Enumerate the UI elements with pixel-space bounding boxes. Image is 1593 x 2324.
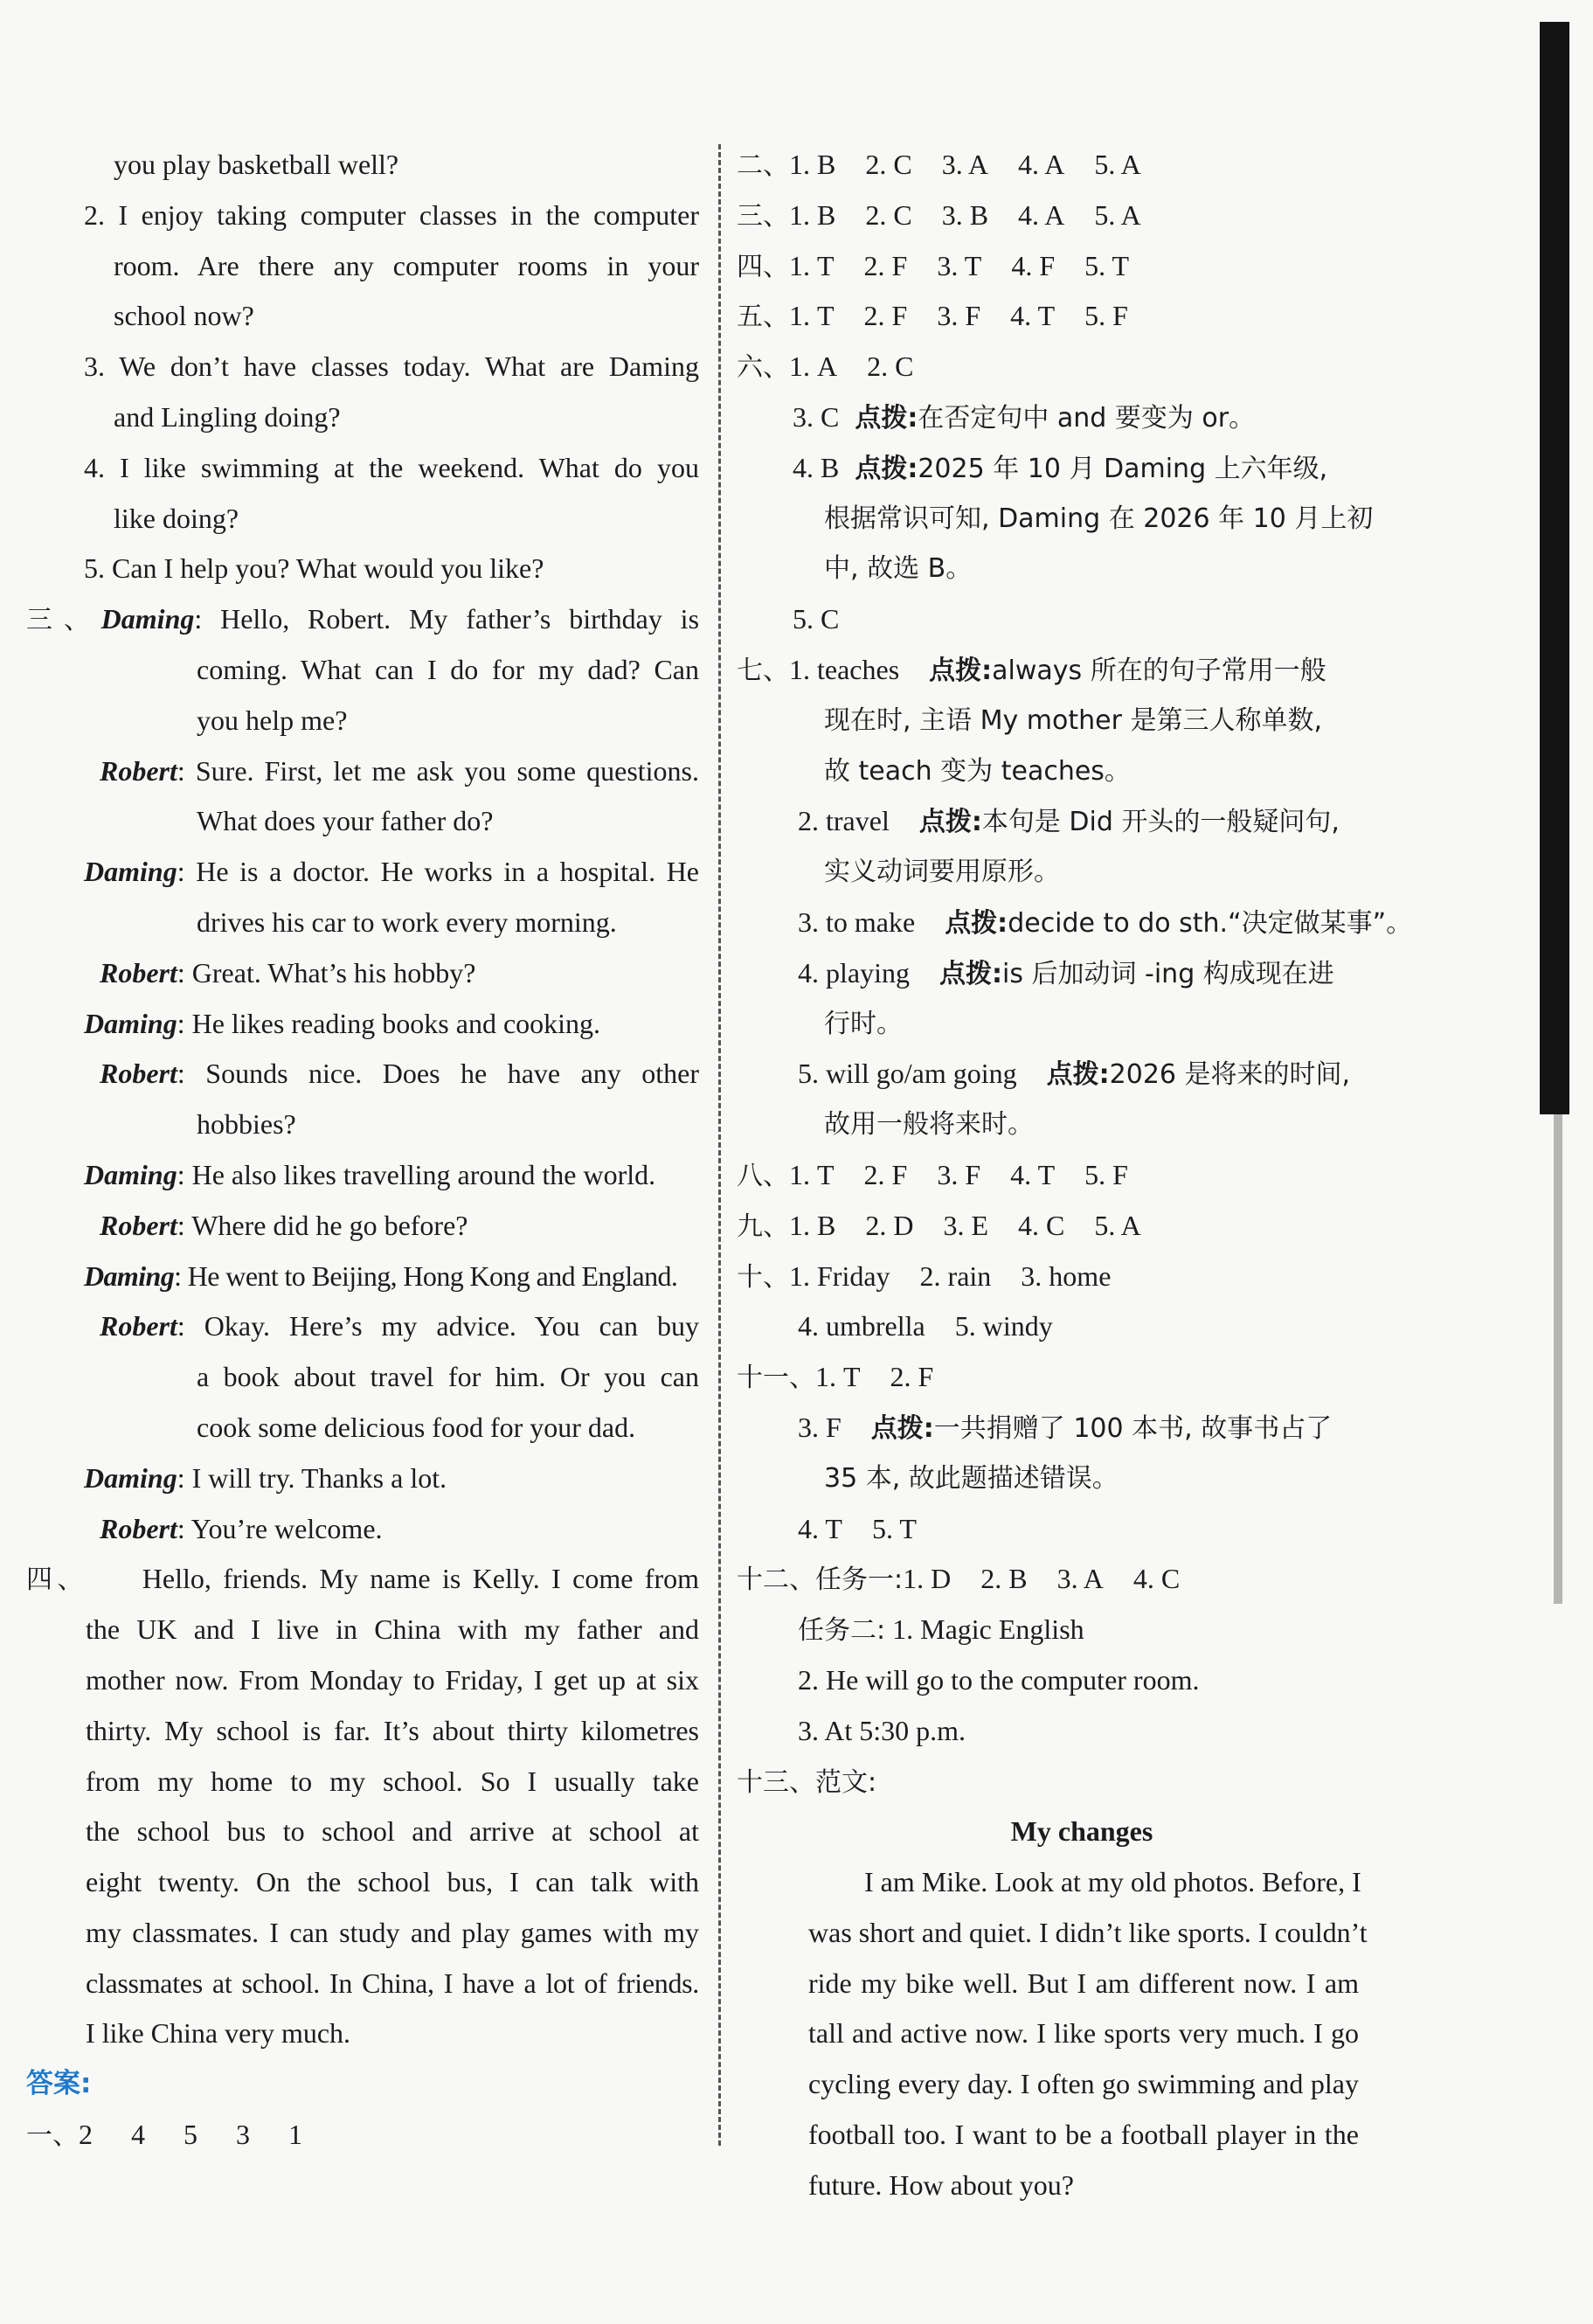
- section-marker: 七、: [737, 655, 789, 686]
- answer-row: [737, 241, 1427, 292]
- essay-line: cycling every day. I often go swimming and play: [808, 2068, 1359, 2100]
- answer-item: 4. B: [793, 451, 840, 483]
- answer-row: [737, 191, 1427, 241]
- answer-row: [737, 1150, 1427, 1201]
- section-marker: 六、: [737, 352, 789, 384]
- section-marker: 十三、: [737, 1766, 815, 1798]
- dialogue-line: coming. What can I do for my dad? Can: [197, 653, 699, 685]
- speaker-name: Robert: [100, 1209, 177, 1241]
- left-column: [26, 140, 699, 2161]
- speaker-name: Daming: [100, 603, 195, 635]
- answer-item: 5. T: [1084, 249, 1130, 281]
- answer-row: [737, 1352, 1427, 1403]
- tip-label: 点拨:: [929, 655, 993, 686]
- passage-line: the school bus to school and arrive at school at: [86, 1815, 699, 1848]
- answer-item: 3. F: [798, 1411, 842, 1443]
- speaker-name: Daming: [84, 856, 177, 888]
- answer-item: 5. will go/am going: [798, 1058, 1017, 1090]
- answer-item: 1. T: [789, 249, 835, 281]
- passage-text: Hello, friends. My name is Kelly. I come from: [142, 1563, 700, 1595]
- tip-label: 点拨:: [918, 807, 982, 838]
- tip-text: 行时。: [824, 1008, 903, 1039]
- answer-item: 5. windy: [954, 1310, 1053, 1342]
- answer-item: 2. D: [865, 1209, 914, 1241]
- answer-item: 4. T: [1010, 1158, 1056, 1190]
- answer-row: [737, 392, 1427, 443]
- tip-text: 根据常识可知, Daming 在 2026 年 10 月上初: [824, 503, 1374, 534]
- section-marker: 一、: [26, 2120, 79, 2152]
- dialogue-line: What does your father do?: [197, 805, 494, 837]
- answer-item: 2. F: [890, 1361, 934, 1393]
- answer-item: 4. F: [1011, 249, 1056, 281]
- answer-item: 1. T: [815, 1361, 861, 1393]
- tip-text: 在否定句中 and 要变为 or。: [918, 402, 1256, 434]
- answer-item: 3. T: [937, 249, 982, 281]
- answer-item: 3. At 5:30 p.m.: [798, 1714, 966, 1746]
- column-divider: [718, 144, 721, 2146]
- tip-text: 故 teach 变为 teaches。: [824, 755, 1131, 787]
- answer-text: 2 4 5 3 1: [79, 2119, 302, 2151]
- answer-item: 2. travel: [798, 805, 890, 837]
- answer-item: 2. He will go to the computer room.: [798, 1663, 1200, 1696]
- answer-item: 3. home: [1021, 1259, 1112, 1292]
- answer-item: 5. F: [1084, 300, 1128, 332]
- answer-item: 5. A: [1094, 198, 1141, 231]
- tip-label: 点拨:: [855, 453, 918, 484]
- answer-item: 4. C: [1018, 1209, 1065, 1241]
- essay-title: My changes: [1010, 1815, 1153, 1848]
- answer-item: 2. C: [867, 350, 914, 383]
- text-line: like doing?: [114, 502, 239, 534]
- answer-line: [26, 2110, 699, 2161]
- answer-item: 4. A: [1018, 149, 1065, 180]
- answer-row: [737, 342, 1427, 392]
- passage-line: I like China very much.: [86, 2017, 351, 2050]
- dialogue-text: I will try. Thanks a lot.: [191, 1461, 447, 1494]
- answer-row: [737, 645, 1427, 696]
- text-line: and Lingling doing?: [114, 400, 341, 433]
- essay-label: 范文:: [815, 1766, 877, 1798]
- tip-label: 点拨:: [945, 907, 1008, 939]
- dialogue-line: Robert: Sounds nice. Does he have any other: [100, 1058, 700, 1090]
- text-line: you play basketball well?: [114, 149, 399, 180]
- tip-text: 故用一般将来时。: [824, 1109, 1034, 1141]
- text-line: school now?: [114, 300, 254, 332]
- answer-item: 1. A: [789, 350, 838, 383]
- dialogue-line: Robert: Where did he go before?: [100, 1209, 468, 1241]
- answer-item: 2. F: [863, 1158, 908, 1190]
- section-marker: 五、: [737, 302, 789, 333]
- section-marker: 十一、: [737, 1363, 815, 1394]
- answer-row: [737, 443, 1427, 494]
- answer-item: 4. T: [798, 1512, 842, 1544]
- answer-item: 2. F: [863, 300, 908, 332]
- answer-row: [737, 1301, 1427, 1352]
- answer-row: [737, 1049, 1427, 1100]
- dialogue-text: Sure. First, let me ask you some questions.: [195, 754, 700, 787]
- section-marker: 二、: [737, 150, 789, 181]
- dialogue-line: you help me?: [197, 704, 348, 736]
- answer-item: 1. B: [789, 1209, 836, 1241]
- passage-line: eight twenty. On the school bus, I can talk with: [86, 1866, 699, 1898]
- text-line: 2. I enjoy taking computer classes in the computer: [84, 198, 699, 231]
- answer-item: 3. to make: [798, 905, 916, 938]
- answer-item: 3. E: [943, 1209, 988, 1241]
- answer-row: [737, 1403, 1427, 1453]
- section-marker: 八、: [737, 1160, 789, 1191]
- tip-text: 2025 年 10 月 Daming 上六年级,: [918, 453, 1328, 484]
- section-marker: 十、: [737, 1261, 789, 1293]
- answer-item: 2. rain: [919, 1259, 992, 1292]
- answer-row: [737, 796, 1427, 847]
- answer-item: 4. playing: [798, 956, 910, 989]
- dialogue-text: You’re welcome.: [190, 1512, 383, 1544]
- dialogue-line: Daming: He went to Beijing, Hong Kong and England.: [84, 1259, 678, 1292]
- passage-line: from my home to my school. So I usually take: [86, 1765, 699, 1797]
- speaker-name: Daming: [84, 1259, 175, 1292]
- speaker-name: Robert: [100, 1310, 177, 1342]
- dialogue-line: cook some delicious food for your dad.: [197, 1411, 636, 1443]
- answer-item: 5. C: [793, 603, 840, 635]
- tip-label: 点拨:: [1046, 1059, 1110, 1091]
- dialogue-line: a book about travel for him. Or you can: [197, 1361, 699, 1393]
- answer-row: [737, 1201, 1427, 1252]
- answer-item: 1. B: [789, 149, 836, 180]
- dialogue-text: Okay. Here’s my advice. You can buy: [204, 1310, 700, 1342]
- tip-text: 中, 故选 B。: [824, 553, 973, 585]
- answer-item: 4. T: [1010, 300, 1056, 332]
- passage-line: the UK and I live in China with my father and: [86, 1613, 699, 1646]
- answer-item: 2. C: [865, 149, 912, 180]
- answers-heading: 答案:: [26, 2068, 92, 2100]
- tip-text: 现在时, 主语 My mother 是第三人称单数,: [824, 704, 1322, 736]
- answer-item: 2. F: [863, 249, 908, 281]
- answer-row: [737, 291, 1427, 342]
- dialogue-line: Robert: Okay. Here’s my advice. You can buy: [100, 1310, 700, 1342]
- dialogue-line: Daming: He likes reading books and cooking.: [84, 1007, 601, 1039]
- dialogue-text: He went to Beijing, Hong Kong and England.: [187, 1259, 678, 1292]
- section-marker: 四、: [737, 251, 789, 282]
- essay-line: ride my bike well. But I am different now. I am: [808, 1967, 1359, 1999]
- essay-line: tall and active now. I like sports very much. I go: [808, 2017, 1359, 2050]
- dialogue-line: Daming: He is a doctor. He works in a hospital. He: [84, 856, 700, 888]
- answer-row: [737, 1554, 1427, 1605]
- section-marker: 四、: [26, 1564, 88, 1596]
- essay-line: was short and quiet. I didn’t like sports. I couldn’t: [808, 1916, 1368, 1948]
- answer-item: 1. teaches: [789, 653, 900, 685]
- speaker-name: Daming: [84, 1007, 177, 1039]
- speaker-name: Robert: [100, 1512, 177, 1544]
- essay-line: future. How about you?: [808, 2168, 1074, 2201]
- dialogue-text: Where did he go before?: [191, 1209, 468, 1241]
- answer-row: [737, 1504, 1427, 1555]
- dialogue-line: hobbies?: [197, 1108, 296, 1141]
- answer-item: 3. F: [937, 1158, 981, 1190]
- answer-item: 1. D: [903, 1563, 952, 1595]
- dialogue-text: Hello, Robert. My father’s birthday is: [220, 603, 700, 635]
- text-line: room. Are there any computer rooms in your: [114, 249, 699, 281]
- passage-line: thirty. My school is far. It’s about thirty kilometres: [86, 1714, 699, 1746]
- dialogue-line: 三、Daming: Hello, Robert. My father’s birthday is: [26, 603, 700, 636]
- answer-item: 2. B: [980, 1563, 1028, 1595]
- answer-item: 3. A: [1056, 1563, 1104, 1595]
- answer-item: 1. Friday: [789, 1259, 890, 1292]
- speaker-name: Daming: [84, 1461, 177, 1494]
- dialogue-text: He is a doctor. He works in a hospital. He: [196, 856, 700, 888]
- answer-item: 1. Magic English: [892, 1613, 1084, 1646]
- answer-item: 1. T: [789, 1158, 835, 1190]
- answer-item: 4. C: [1132, 1563, 1181, 1595]
- answer-item: 2. C: [865, 198, 912, 231]
- answer-item: 3. F: [937, 300, 981, 332]
- section-marker: 九、: [737, 1211, 789, 1242]
- speaker-name: Robert: [100, 1058, 177, 1090]
- answer-row: [737, 948, 1427, 999]
- tip-label: 点拨:: [870, 1412, 934, 1444]
- dialogue-text: Great. What’s his hobby?: [191, 956, 476, 989]
- task-label: 任务一:: [815, 1564, 904, 1596]
- answer-item: 3. B: [941, 198, 989, 231]
- section-marker: 三、: [737, 200, 789, 232]
- answer-row: [737, 1605, 1427, 1655]
- essay-line: I am Mike. Look at my old photos. Before, I: [864, 1866, 1361, 1898]
- tip-text: always 所在的句子常用一般: [992, 655, 1326, 686]
- speaker-name: Daming: [84, 1158, 177, 1190]
- tip-text: decide to do sth.“决定做某事”。: [1008, 907, 1413, 939]
- passage-line: classmates at school. In China, I have a lot of friends.: [86, 1967, 699, 1999]
- section-marker: 三、: [26, 605, 101, 636]
- answer-item: 3. A: [941, 149, 989, 180]
- answer-item: 5. A: [1094, 149, 1141, 180]
- tip-label: 点拨:: [855, 402, 918, 434]
- answer-row: [737, 140, 1427, 191]
- text-line: 4. I like swimming at the weekend. What do you: [84, 451, 699, 483]
- speaker-name: Robert: [100, 956, 177, 989]
- tip-text: 35 本, 故此题描述错误。: [824, 1462, 1119, 1494]
- tip-text: is 后加动词 -ing 构成现在进: [1001, 958, 1334, 989]
- answer-item: 4. umbrella: [798, 1310, 925, 1342]
- dialogue-text: He also likes travelling around the world.: [191, 1158, 656, 1190]
- page-edge-shadow: [1554, 1114, 1562, 1604]
- speaker-name: Robert: [100, 754, 177, 787]
- answer-item: 5. A: [1094, 1209, 1141, 1241]
- dialogue-text: He likes reading books and cooking.: [191, 1007, 601, 1039]
- page-edge-bar: [1540, 22, 1569, 1114]
- dialogue-line: drives his car to work every morning.: [197, 905, 617, 938]
- answer-row: [737, 1757, 1427, 1807]
- dialogue-line: Daming: He also likes travelling around the world.: [84, 1158, 656, 1190]
- passage-line: mother now. From Monday to Friday, I get up at six: [86, 1663, 699, 1696]
- right-column: [737, 140, 1427, 2211]
- tip-text: 一共捐赠了 100 本书, 故事书占了: [933, 1412, 1333, 1444]
- tip-text: 2026 是将来的时间,: [1109, 1059, 1351, 1091]
- dialogue-line: Robert: Sure. First, let me ask you some questions.: [100, 754, 700, 787]
- dialogue-line: Daming: I will try. Thanks a lot.: [84, 1461, 447, 1494]
- dialogue-text: Sounds nice. Does he have any other: [205, 1058, 700, 1090]
- answer-item: 3. C: [793, 400, 840, 433]
- tip-label: 点拨:: [938, 958, 1002, 989]
- tip-text: 本句是 Did 开头的一般疑问句,: [981, 807, 1340, 838]
- task-label: 任务二:: [798, 1615, 886, 1647]
- passage-line: my classmates. I can study and play games with my: [86, 1916, 699, 1948]
- text-line: 3. We don’t have classes today. What are Daming: [84, 350, 699, 383]
- answer-row: [737, 898, 1427, 948]
- passage-line: [26, 1554, 699, 1605]
- text-line: 5. Can I help you? What would you like?: [84, 552, 544, 585]
- answer-item: 1. B: [789, 198, 836, 231]
- answer-item: 1. T: [789, 300, 835, 332]
- answer-item: 5. T: [871, 1512, 917, 1544]
- answer-item: 5. F: [1084, 1158, 1128, 1190]
- section-marker: 十二、: [737, 1564, 815, 1596]
- tip-text: 实义动词要用原形。: [824, 857, 1060, 888]
- dialogue-line: Robert: You’re welcome.: [100, 1512, 383, 1544]
- answer-item: 4. A: [1018, 198, 1065, 231]
- answer-row: [737, 1252, 1427, 1302]
- dialogue-line: Robert: Great. What’s his hobby?: [100, 956, 476, 989]
- essay-line: football too. I want to be a football player in the: [808, 2119, 1359, 2151]
